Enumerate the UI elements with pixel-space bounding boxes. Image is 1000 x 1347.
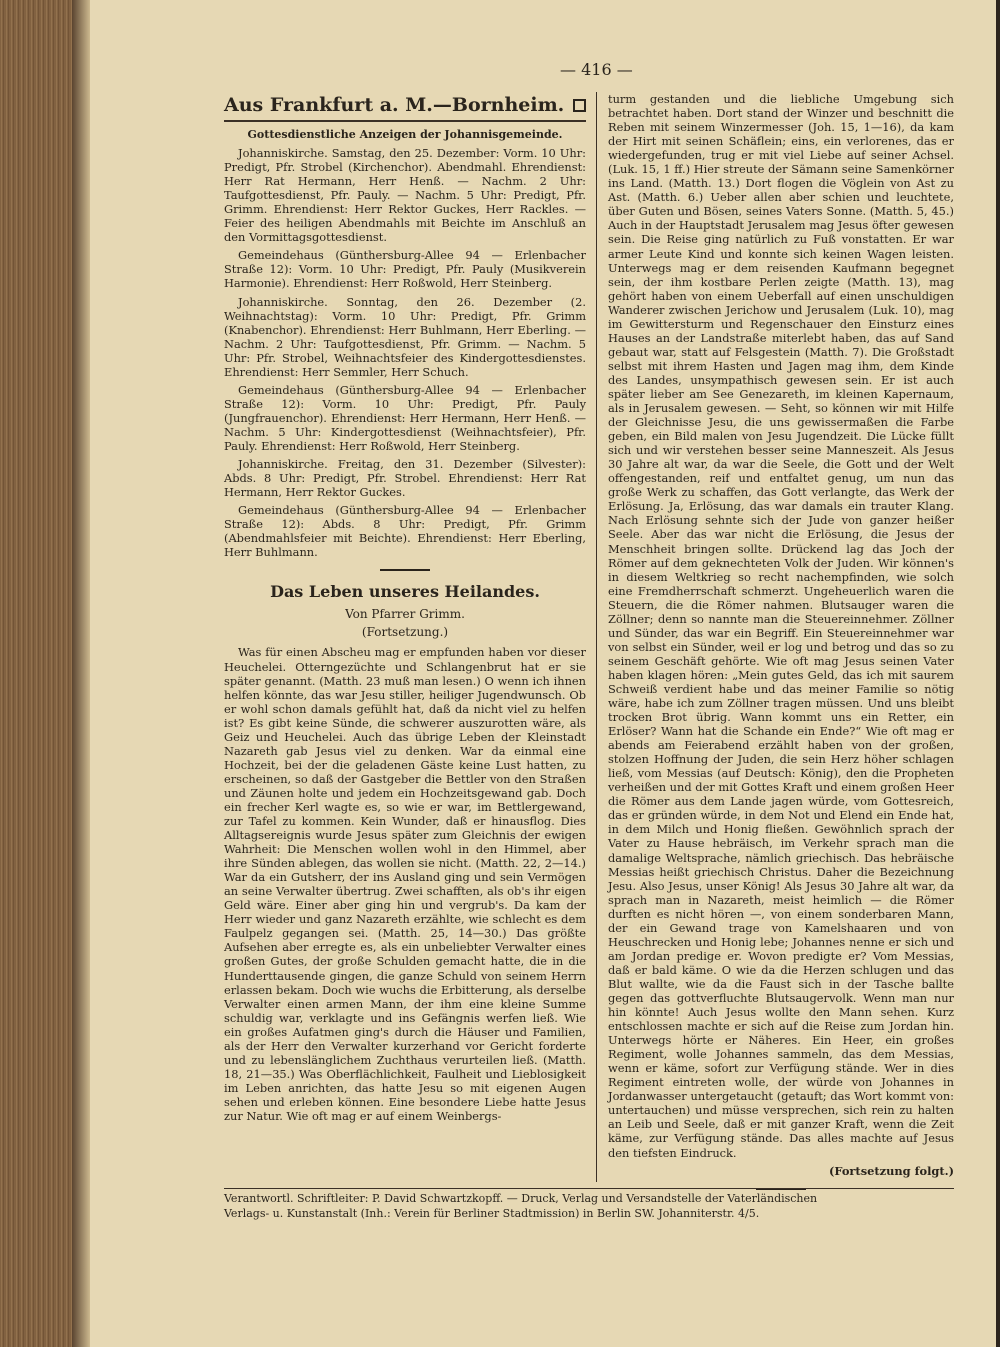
book-page-edges bbox=[0, 0, 72, 1347]
notices-subheader: Gottesdienstliche Anzeigen der Johannisgemeinde. bbox=[247, 128, 563, 141]
notice-paragraph: Gemeindehaus (Günthersburg-Allee 94 — Erlenbacher Straße 12): Vorm. 10 Uhr: Predigt, Pfr. Pauly (Musikverein Harmonie). Ehrendienst: Herr Roßwold, Herr Steinberg. bbox=[224, 248, 586, 291]
notice-paragraph: Gemeindehaus (Günthersburg-Allee 94 — Erlenbacher Straße 12): Vorm. 10 Uhr: Predigt, Pfr. Pauly (Jungfrauenchor). Ehrendienst: Herr Hermann, Herr Henß. — Nachm. 5 Uhr: Kindergottesdienst (Weihnachtsfeier), Pfr. Pauly. Ehrendienst: Herr Roßwold, Herr Steinberg. bbox=[224, 382, 586, 453]
page-number: — 416 — bbox=[560, 60, 633, 79]
section-header-text: Aus Frankfurt a. M.—Bornheim. bbox=[224, 94, 565, 116]
imprint-line-2: Verlags- u. Kunstanstalt (Inh.: Verein für Berliner Stadtmission) in Berlin SW. Johanniterstr. 4/5. bbox=[224, 1207, 760, 1220]
article-body-left: Was für einen Abscheu mag er empfunden haben vor dieser Heuchelei. Otterngezüchte und Schlangenbrut hat er sie später genannt. (Matth. 23 muß man lesen.) O wenn ich ihnen helfen könnte, das war Jesu stiller, heiliger Jugendwunsch. Ob er wohl schon damals gefühlt hat, daß da nicht viel zu helfen ist? Es gibt keine Sünde, die schwerer auszurotten wäre, als Geiz und Heuchelei. Auch das übrige Leben der Kleinstadt Nazareth gab Jesus viel zu denken. War da einmal eine Hochzeit, bei der die geladenen Gäste keine Lust hatten, zu erscheinen, so daß der Gastgeber die Bettler von den Straßen und Zäunen holte und jedem ein Hochzeitsgewand gab. Doch ein frecher Kerl wagte es, so wie er war, im Bettlergewand, zur Tafel zu kommen. Kein Wunder, daß er hinausflog. Dies Alltagsereignis wurde Jesus später zum Gleichnis der ewigen Wahrheit: Die Menschen wollen wohl in den Himmel, aber ihre Sünden ablegen, das wollen sie nicht. (Matth. 22, 2—14.) War da ein Gutsherr, der ins Ausland ging und sein Vermögen an seine Verwalter übertrug. Zwei schafften, als ob's ihr eigen Geld wäre. Einer aber ging hin und vergrub's. Da kam der Herr wieder und ganz Nazareth erzählte, wie schlecht es dem Faulpelz gegangen sei. (Matth. 25, 14—30.) Das größte Aufsehen aber erregte es, als ein unbeliebter Verwalter eines großen Gutes, der große Schulden gemacht hatte, die in die Hunderttausende gingen, die ganze Schuld von seinem Herrn erlassen bekam. Doch wie wuchs die Erbitterung, als derselbe Verwalter einen armen Mann, der ihm eine kleine Summe schuldig war, verklagte und ins Gefängnis werfen ließ. Wie ein großes Aufatmen ging's durch die Häuser und Familien, als der Herr den Verwalter kurzerhand vor Gericht forderte und zu lebenslänglichem Zuchthaus verurteilen ließ. (Matth. 18, 21—35.) Was Oberflächlichkeit, Faulheit und Lieblosigkeit im Leben anrichten, das hatte Jesu so mit eigenen Augen sehen und erleben können. Eine besondere Liebe hatte Jesus zur Natur. Wie oft mag er auf einem Weinbergs- bbox=[224, 645, 586, 1123]
article-signoff: (Fortsetzung folgt.) bbox=[828, 1163, 954, 1178]
article-body-right: turm gestanden und die liebliche Umgebung sich betrachtet haben. Dort stand der Winzer und beschnitt die Reben mit seinem Winzermesser (Joh. 15, 1—16), da kam der Hirt mit seinen Schäflein; eins, ein verlorenes, das er wiedergefunden, trug er mit viel Liebe auf seiner Achsel. (Luk. 15, 1 ff.) Hier streute der Sämann seine Samenkörner ins Land. (Matth. 13.) Dort flogen die Vöglein von Ast zu Ast. (Matth. 6.) Ueber allen aber schien und leuchtete, über Guten und Bösen, seines Vaters Sonne. (Matth. 5, 45.) Auch in der Hauptstadt Jerusalem mag Jesus öfter gewesen sein. Die Reise ging natürlich zu Fuß vonstatten. Er war armer Leute Kind und konnte sich keinen Wagen leisten. Unterwegs mag er dem reisenden Kaufmann begegnet sein, der ihm kostbare Perlen zeigte (Matth. 13), mag gehört haben von einem Ueberfall auf einen unschuldigen Wanderer zwischen Jerichow und Jerusalem (Luk. 10), mag im Gewittersturm und Regenschauer den Einsturz eines Hauses an der Landstraße miterlebt haben, das auf Sand gebaut war, statt auf Felsgestein (Matth. 7). Die Großstadt selbst mit ihrem Hasten und Jagen mag ihm, dem Kinde des Landes, unsympathisch gewesen sein. Er ist auch später lieber am See Genezareth, im kleinen Kapernaum, als in Jerusalem gewesen. — Seht, so können wir mit Hilfe der Gleichnisse Jesu, die uns gewissermaßen die Farbe geben, ein Bild malen von Jesu Jugendzeit. Die Lücke füllt sich und wir verstehen besser seine Manneszeit. Als Jesus 30 Jahre alt war, da war die Seele, die Gott und der Welt offengestanden, reif und entfaltet genug, um nun das große Werk zu schaffen, das Gott verlangte, das Werk der Erlösung. Ja, Erlösung, das war damals ein trauter Klang. Nach Erlösung sehnte sich der Jude von ganzer heißer Seele. Aber das war nicht die Erlösung, die Jesus der Menschheit bringen sollte. Drückend lag das Joch der Römer auf dem geknechteten Volk der Juden. Wir können's in diesem Weltkrieg so recht nachempfinden, wie solch eine Fremdherrschaft schmerzt. Ungeheuerlich waren die Steuern, die die Römer nahmen. Blutsauger waren die Zöllner; denn so nannte man die Steuereinnehmer. Zöllner und Sünder, das war ein Begriff. Ein Steuereinnehmer war von selbst ein Sünder, weil er log und betrog und das so zu seinem Geschäft gehörte. Wie oft mag Jesus seinen Vater haben klagen hören: „Mein gutes Geld, das ich mit saurem Schweiß verdient habe und das meiner Familie so nötig wäre, habe ich zum Zöllner tragen müssen. Und uns bleibt trocken Brot übrig. Wann kommt uns ein Retter, ein Erlöser? Wann hat die Schande ein Ende?“ Wie oft mag er abends am Feierabend erzählt haben von der großen, stolzen Hoffnung der Juden, die sein Herz höher schlagen ließ, vom Messias (auf Deutsch: König), den die Propheten verheißen und der mit Gottes Kraft und einem großen Heer die Römer aus dem Lande jagen würde, vom Gottesreich, das er gründen würde, in dem Not und Elend ein Ende hat, in dem Milch und Honig fließen. Gewöhnlich sprach der Vater zu Hause hebräisch, im Verkehr sprach man die damalige Weltsprache, nämlich griechisch. Das hebräische Messias heißt griechisch Christus. Daher die Bezeichnung Jesu. Also Jesus, unser König! Als Jesus 30 Jahre alt war, da sprach man in Nazareth, meist heimlich — die Römer durften es nicht hören —, von einem sonderbaren Mann, der ein Gewand trage von Kamelshaaren und von Heuschrecken und Honig lebe; Johannes nenne er sich und am Jordan predige er. Wovon predigte er? Vom Messias, daß er bald käme. O wie da die Herzen schlugen und das Blut wallte, wie da die Faust sich in der Tasche ballte gegen das gottverfluchte Blutsaugervolk. Wenn man nur hin könnte! Auch Jesus wollte den Mann sehen. Kurz entschlossen machte er sich auf die Reise zum Jordan hin. Unterwegs hörte er Näheres. Ein Heer, ein großes Regiment, wolle Johannes sammeln, das dem Messias, wenn er käme, sofort zur Verfügung stände. Wer in dies Regiment eintreten wolle, der würde von Johannes in Jordanwasser untergetaucht (getauft; das Wort kommt von: untertauchen) und müsse versprechen, sich rein zu halten an Leib und Seele, daß er mit ganzer Kraft, wenn die Zeit käme, zur Verfügung stände. Das alles machte auf Jesus den tiefsten Eindruck. bbox=[608, 92, 954, 1160]
notice-paragraph: Gemeindehaus (Günthersburg-Allee 94 — Erlenbacher Straße 12): Abds. 8 Uhr: Predigt, Pfr. Grimm (Abendmahlsfeier mit Beichte). Ehrendienst: Herr Eberling, Herr Buhlmann. bbox=[224, 503, 586, 560]
right-column bbox=[608, 92, 954, 1200]
imprint-footer bbox=[224, 1188, 954, 1221]
continuation-note: (Fortsetzung.) bbox=[361, 625, 449, 640]
article-title: Das Leben unseres Heilandes. bbox=[270, 582, 540, 602]
left-column bbox=[224, 92, 586, 1127]
column-divider bbox=[596, 92, 597, 1182]
notice-paragraph: Johanniskirche. Freitag, den 31. Dezember (Silvester): Abds. 8 Uhr: Predigt, Pfr. Strobel. Ehrendienst: Herr Rat Hermann, Herr Rektor Guckes. bbox=[224, 457, 586, 500]
square-ornament-icon bbox=[573, 99, 586, 112]
section-header bbox=[224, 92, 586, 122]
notice-paragraph: Johanniskirche. Samstag, den 25. Dezember: Vorm. 10 Uhr: Predigt, Pfr. Strobel (Kirchenchor). Abendmahl. Ehrendienst: Herr Rat Hermann, Herr Henß. — Nachm. 2 Uhr: Taufgottesdienst, Pfr. Pauly. — Nachm. 5 Uhr: Predigt, Pfr. Grimm. Ehrendienst: Herr Rektor Guckes, Herr Rackles. — Feier des heiligen Abendmahls mit Beichte im Anschluß an den Vormittagsgottesdienst. bbox=[224, 146, 586, 245]
section-divider bbox=[380, 569, 430, 571]
notice-paragraph: Johanniskirche. Sonntag, den 26. Dezember (2. Weihnachtstag): Vorm. 10 Uhr: Predigt, Pfr. Grimm (Knabenchor). Ehrendienst: Herr Buhlmann, Herr Eberling. — Nachm. 2 Uhr: Taufgottesdienst, Pfr. Grimm. — Nachm. 5 Uhr: Pfr. Strobel, Weihnachtsfeier des Kindergottesdienstes. Ehrendienst: Herr Semmler, Herr Schuch. bbox=[224, 294, 586, 379]
article-author: Von Pfarrer Grimm. bbox=[345, 607, 465, 622]
book-gutter-shadow bbox=[72, 0, 90, 1347]
imprint-line-1: Verantwortl. Schriftleiter: P. David Schwartzkopff. — Druck, Verlag und Versandstelle der Vaterländischen bbox=[224, 1192, 818, 1205]
